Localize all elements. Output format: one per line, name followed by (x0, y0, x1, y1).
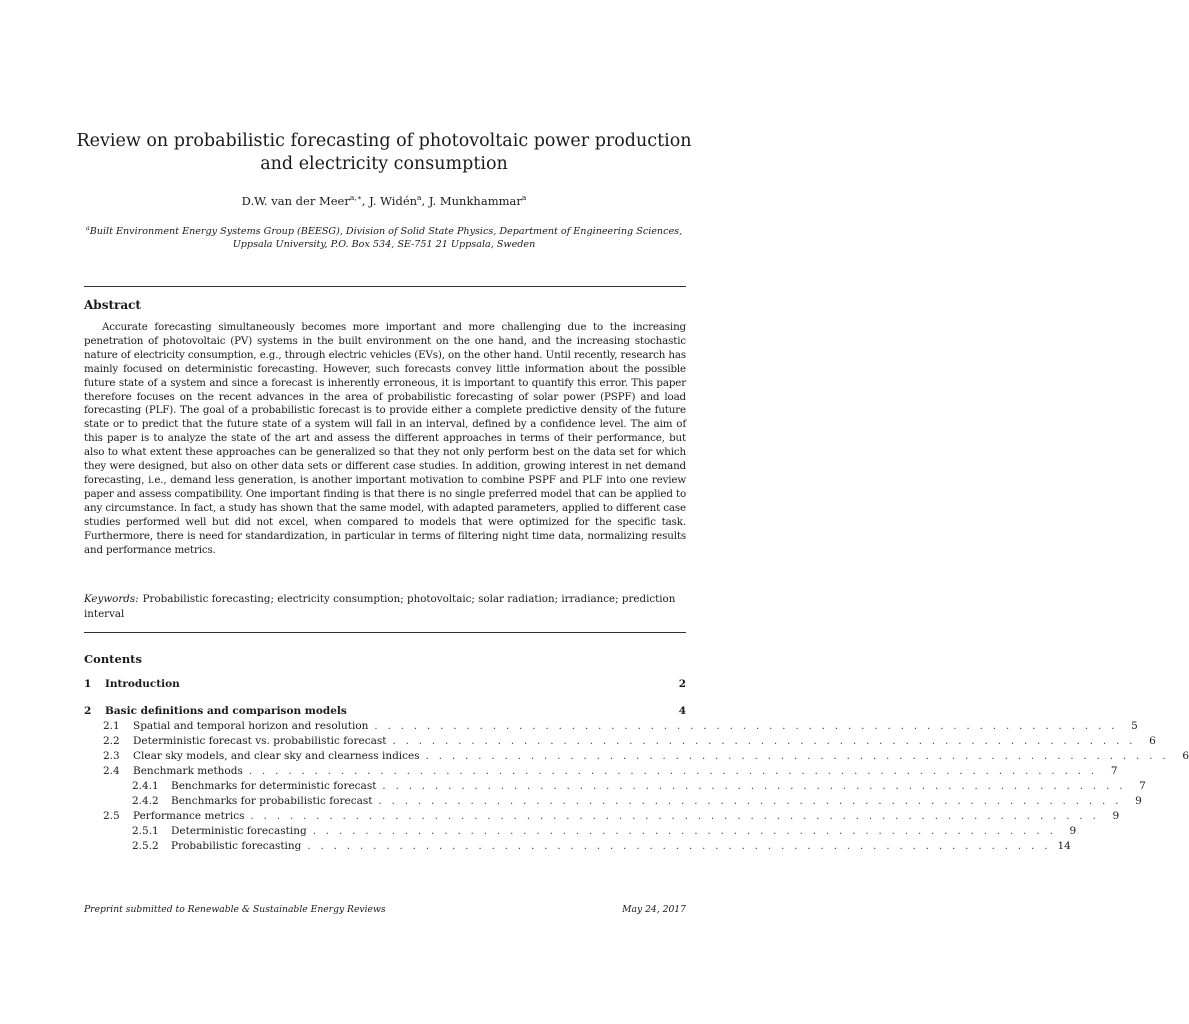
abstract-heading: Abstract (84, 298, 141, 312)
toc-number: 1 (84, 678, 92, 690)
toc-leader: . . . . . . . . . . . . . . . . . . . . . . . . . . . . . . . . . . . . . . . . . . . . . . . . . . . . . . . . . (307, 841, 1051, 852)
toc-number: 2.4.2 (132, 795, 159, 807)
toc-page: 7 (1139, 780, 1146, 792)
toc-leader: . . . . . . . . . . . . . . . . . . . . . . . . . . . . . . . . . . . . . . . . . . . . . . . . . . . . . . . . . (382, 781, 1126, 792)
toc-number: 2.1 (103, 720, 120, 732)
toc-number: 2.4 (103, 765, 120, 777)
toc-entry[interactable] (84, 795, 1142, 810)
author-name: J. Munkhammar (428, 193, 522, 208)
toc-title: Deterministic forecast vs. probabilistic forecast (133, 735, 387, 747)
toc-number: 2.2 (103, 735, 120, 747)
toc-page: 7 (1110, 765, 1118, 777)
keywords (84, 592, 686, 621)
author-affiliation-mark: a (417, 193, 422, 202)
toc-entry[interactable] (84, 765, 1118, 780)
author-name: D.W. van der Meer (241, 193, 350, 208)
toc-page: 6 (1182, 750, 1189, 762)
toc-title: Basic definitions and comparison models (105, 705, 347, 717)
toc-leader: . . . . . . . . . . . . . . . . . . . . . . . . . . . . . . . . . . . . . . . . . . . . . . . . . . . . . . . . . (378, 796, 1122, 807)
toc-page: 4 (678, 705, 686, 717)
paper-title: Review on probabilistic forecasting of photovoltaic power production and electricity consumption (76, 131, 692, 174)
toc-page: 14 (1057, 840, 1071, 852)
author-name: J. Widén (369, 193, 418, 208)
toc-page: 9 (1135, 795, 1142, 807)
toc-title: Deterministic forecasting (171, 825, 307, 837)
author-affiliation-mark: a (521, 193, 527, 202)
toc-entry[interactable] (84, 720, 1138, 735)
affiliation-mark: a (85, 224, 90, 232)
toc-number: 2.5.2 (132, 840, 159, 852)
toc-entry[interactable] (84, 810, 1120, 825)
toc-entry[interactable] (84, 840, 1071, 855)
keywords-text: Probabilistic forecasting; electricity consumption; photovoltaic; solar radiation; irradiance; prediction interval (84, 593, 676, 620)
toc-page: 5 (1131, 720, 1138, 732)
abstract-top-rule (84, 286, 686, 287)
toc-entry[interactable] (84, 735, 1156, 750)
toc-page: 6 (1149, 735, 1156, 747)
toc-title: Benchmarks for deterministic forecast (171, 780, 377, 792)
abstract-body: Accurate forecasting simultaneously becomes more important and more challenging due to the increasing penetration of photovoltaic (PV) systems in the built environment on the one hand, and the increasing stochastic nature of electricity consumption, e.g., through electric vehicles (EVs), on the other hand. Until recently, research has mainly focused on deterministic forecasting. However, such forecasts convey little information about the possible future state of a system and since a forecast is inherently erroneous, it is important to quantify this error. This paper therefore focuses on the recent advances in the area of probabilistic forecasting of solar power (PSPF) and load forecasting (PLF). The goal of a probabilistic forecast is to provide either a complete predictive density of the future state or to predict that the future state of a system will fall in an interval, defined by a confidence level. The aim of this paper is to analyze the state of the art and assess the different approaches in terms of their performance, but also to what extent these approaches can be generalized so that they not only perform best on the data set for which they were designed, but also on other data sets or different case studies. In addition, growing interest in net demand forecasting, i.e., demand less generation, is another important motivation to combine PSPF and PLF into one review paper and assess compatibility. One important finding is that there is no single preferred model that can be applied to any circumstance. In fact, a study has shown that the same model, with adapted parameters, applied to different case studies performed well but did not excel, when compared to models that were optimized for the specific task. Furthermore, there is need for standardization, in particular in terms of filtering night time data, normalizing results and performance metrics. (84, 321, 686, 556)
toc-title: Benchmarks for probabilistic forecast (171, 795, 373, 807)
keywords-label: Keywords: (84, 593, 139, 605)
toc-leader: . . . . . . . . . . . . . . . . . . . . . . . . . . . . . . . . . . . . . . . . . . . . . . . . . . . . . . . . . . . . . . . . . (250, 811, 1100, 822)
toc-entry[interactable] (84, 678, 686, 693)
toc-leader: . . . . . . . . . . . . . . . . . . . . . . . . . . . . . . . . . . . . . . . . . . . . . . . . . . . . . . . . . (374, 721, 1118, 732)
toc-title: Clear sky models, and clear sky and clearness indices (133, 750, 420, 762)
toc-number: 2 (84, 705, 92, 717)
toc-number: 2.5.1 (132, 825, 159, 837)
toc-entry[interactable] (84, 750, 1189, 765)
toc-entry[interactable] (84, 705, 686, 720)
toc-number: 2.5 (103, 810, 120, 822)
author-list: D.W. van der Meer$^{a,∗}$, J. Widén$^a$, J. Munkhammar$^a$ (241, 193, 527, 208)
toc-leader: . . . . . . . . . . . . . . . . . . . . . . . . . . . . . . . . . . . . . . . . . . . . . . . . . . . . . . . . . . . . . . . . . (248, 766, 1098, 777)
toc-number: 2.3 (103, 750, 120, 762)
toc-leader: . . . . . . . . . . . . . . . . . . . . . . . . . . . . . . . . . . . . . . . . . . . . . . . . . . . . . . . . . (312, 826, 1057, 837)
author-affiliation-mark: a,∗ (349, 193, 362, 202)
toc-title: Performance metrics (133, 810, 245, 822)
toc-entry[interactable] (84, 825, 1077, 840)
footer-date: May 24, 2017 (622, 904, 686, 915)
toc-page: 9 (1069, 825, 1077, 837)
toc-leader: . . . . . . . . . . . . . . . . . . . . . . . . . . . . . . . . . . . . . . . . . . . . . . . . . . . . . . . . . (392, 736, 1136, 747)
toc-title: Benchmark methods (133, 765, 243, 777)
toc-title: Probabilistic forecasting (171, 840, 302, 852)
affiliation-text: Built Environment Energy Systems Group (BEESG), Division of Solid State Physics, Department of Engineering Sciences, Uppsala University, P.O. Box 534, SE-751 21 Uppsala, Sweden (89, 226, 683, 251)
abstract-bottom-rule (84, 632, 686, 633)
toc-page: 9 (1112, 810, 1120, 822)
toc-page: 2 (678, 678, 686, 690)
footer-preprint-note: Preprint submitted to Renewable & Sustainable Energy Reviews (84, 904, 386, 915)
toc-title: Spatial and temporal horizon and resolution (133, 720, 369, 732)
toc-entry[interactable] (84, 780, 1146, 795)
toc-leader: . . . . . . . . . . . . . . . . . . . . . . . . . . . . . . . . . . . . . . . . . . . . . . . . . . . . . . . . . (425, 751, 1170, 762)
contents-heading: Contents (84, 652, 142, 666)
toc-title: Introduction (105, 678, 180, 690)
affiliation (84, 222, 684, 251)
toc-number: 2.4.1 (132, 780, 159, 792)
